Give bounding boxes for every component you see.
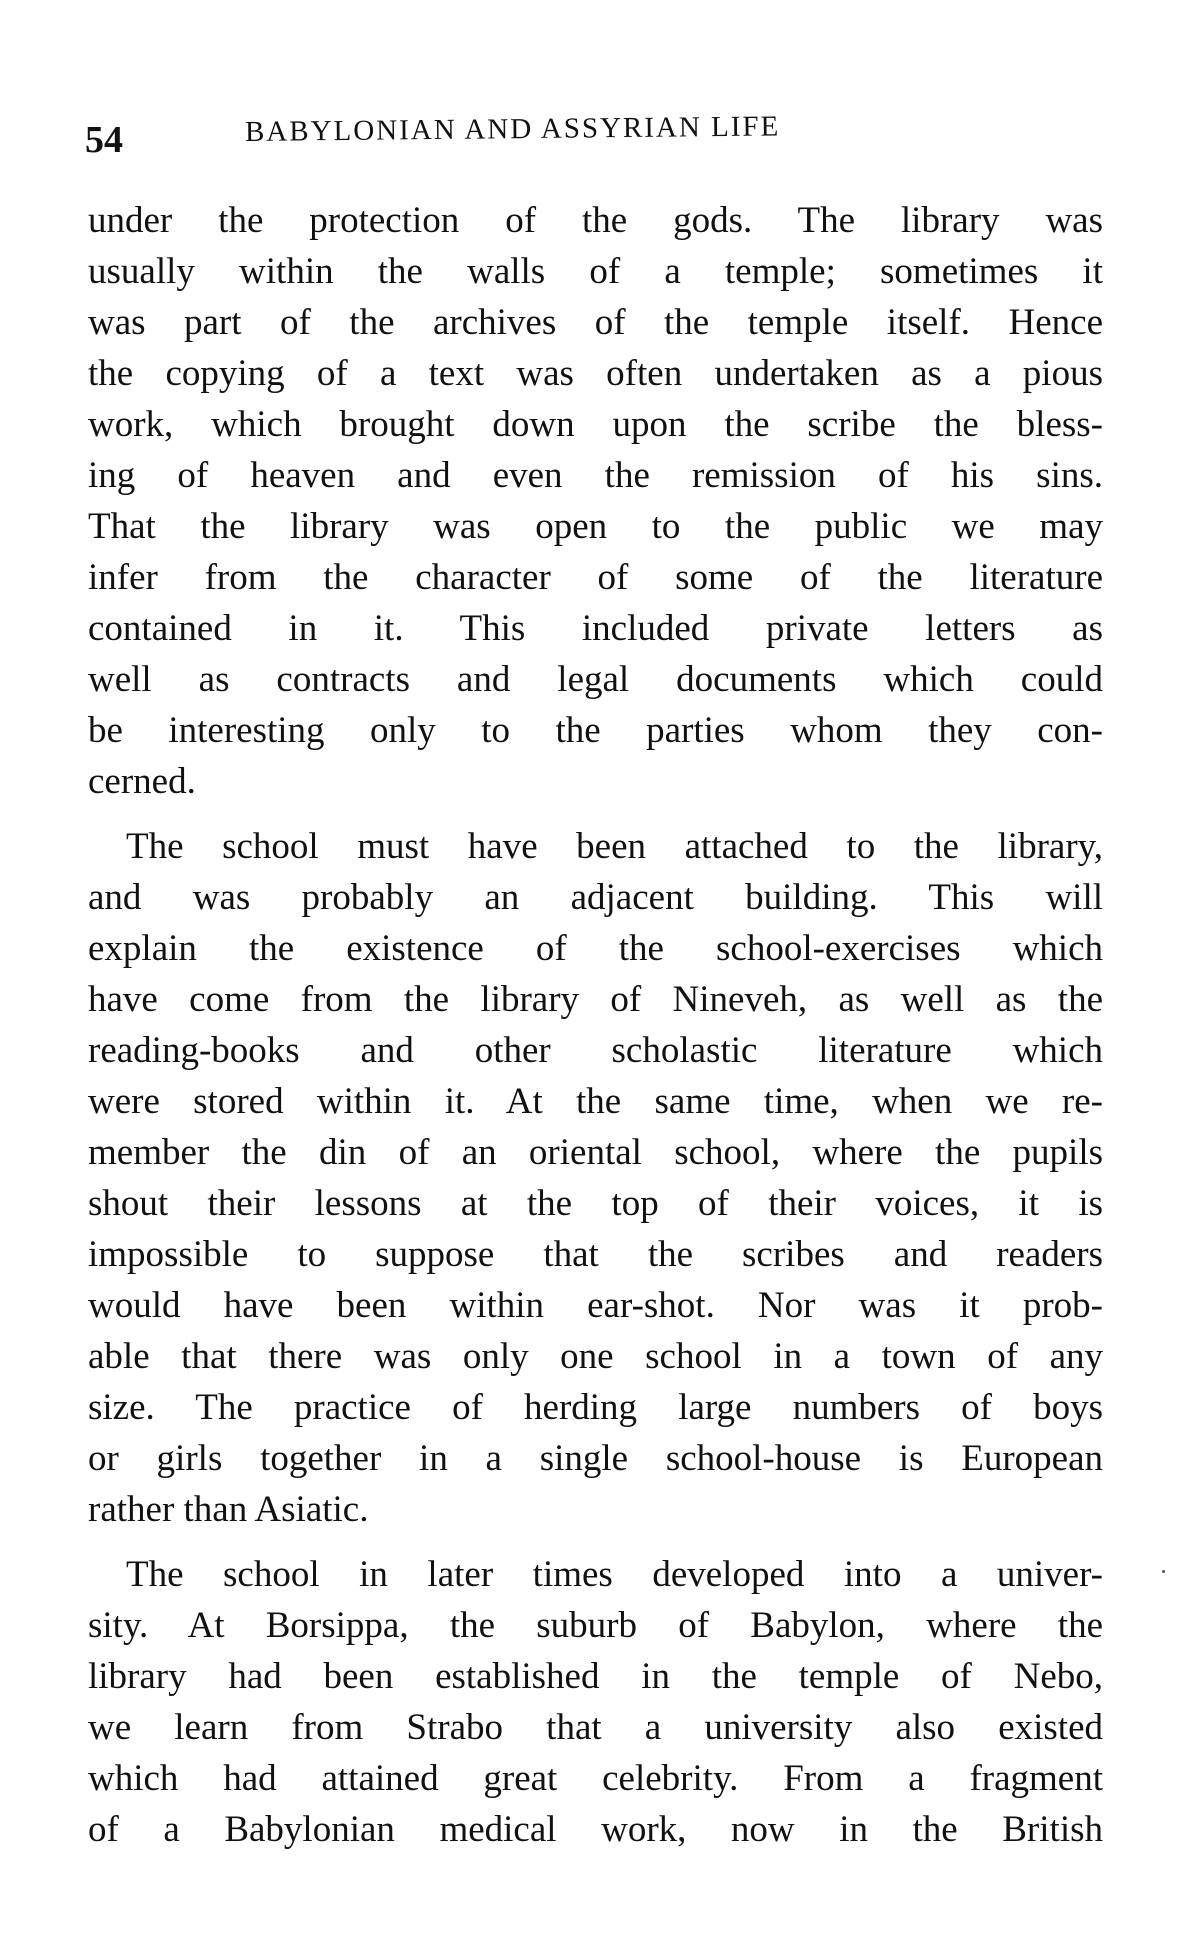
text-line: under the protection of the gods. The library was (88, 200, 1103, 241)
text-line: size. The practice of herding large numbers of boys (88, 1387, 1103, 1428)
text-line: That the library was open to the public we may (88, 506, 1103, 547)
paragraph-gap (88, 807, 1103, 821)
paragraph-1 (88, 195, 1103, 807)
text-line: infer from the character of some of the literature (88, 557, 1103, 598)
page-header (85, 110, 1125, 170)
text-line: and was probably an adjacent building. This will (88, 877, 1103, 918)
text-line: shout their lessons at the top of their voices, it is (88, 1183, 1103, 1224)
text-line: were stored within it. At the same time, when we re- (88, 1081, 1103, 1122)
text-line: would have been within ear-shot. Nor was it prob- (88, 1285, 1103, 1326)
scan-speck (1162, 1570, 1165, 1573)
text-line: cerned. (88, 761, 196, 802)
text-line: which had attained great celebrity. From a fragment (88, 1758, 1103, 1799)
text-line: The school in later times developed into a univer- (126, 1554, 1103, 1595)
page-number: 54 (85, 119, 123, 161)
text-line: impossible to suppose that the scribes and readers (88, 1234, 1103, 1275)
text-line: of a Babylonian medical work, now in the British (88, 1809, 1103, 1850)
text-line: ing of heaven and even the remission of his sins. (88, 455, 1103, 496)
text-line: contained in it. This included private letters as (88, 608, 1103, 649)
text-line: well as contracts and legal documents which could (88, 659, 1103, 700)
paragraph-3 (88, 1549, 1103, 1855)
text-line: member the din of an oriental school, where the pupils (88, 1132, 1103, 1173)
running-title: BABYLONIAN AND ASSYRIAN LIFE (244, 110, 781, 148)
text-line: reading-books and other scholastic literature which (88, 1030, 1103, 1071)
text-line: we learn from Strabo that a university also existed (88, 1707, 1103, 1748)
text-line: or girls together in a single school-house is European (88, 1438, 1103, 1479)
text-line: sity. At Borsippa, the suburb of Babylon, where the (88, 1605, 1103, 1646)
text-line: have come from the library of Nineveh, as well as the (88, 979, 1103, 1020)
paragraph-gap (88, 1535, 1103, 1549)
text-line: explain the existence of the school-exercises which (88, 928, 1103, 969)
paragraph-2 (88, 821, 1103, 1535)
text-line: The school must have been attached to the library, (126, 826, 1103, 867)
text-line: rather than Asiatic. (88, 1489, 369, 1530)
text-line: usually within the walls of a temple; sometimes it (88, 251, 1103, 292)
text-line: able that there was only one school in a town of any (88, 1336, 1103, 1377)
body-text (88, 195, 1103, 1855)
text-line: library had been established in the temple of Nebo, (88, 1656, 1103, 1697)
text-line: was part of the archives of the temple itself. Hence (88, 302, 1103, 343)
text-line: the copying of a text was often undertaken as a pious (88, 353, 1103, 394)
text-line: work, which brought down upon the scribe the bless- (88, 404, 1103, 445)
text-line: be interesting only to the parties whom they con- (88, 710, 1103, 751)
